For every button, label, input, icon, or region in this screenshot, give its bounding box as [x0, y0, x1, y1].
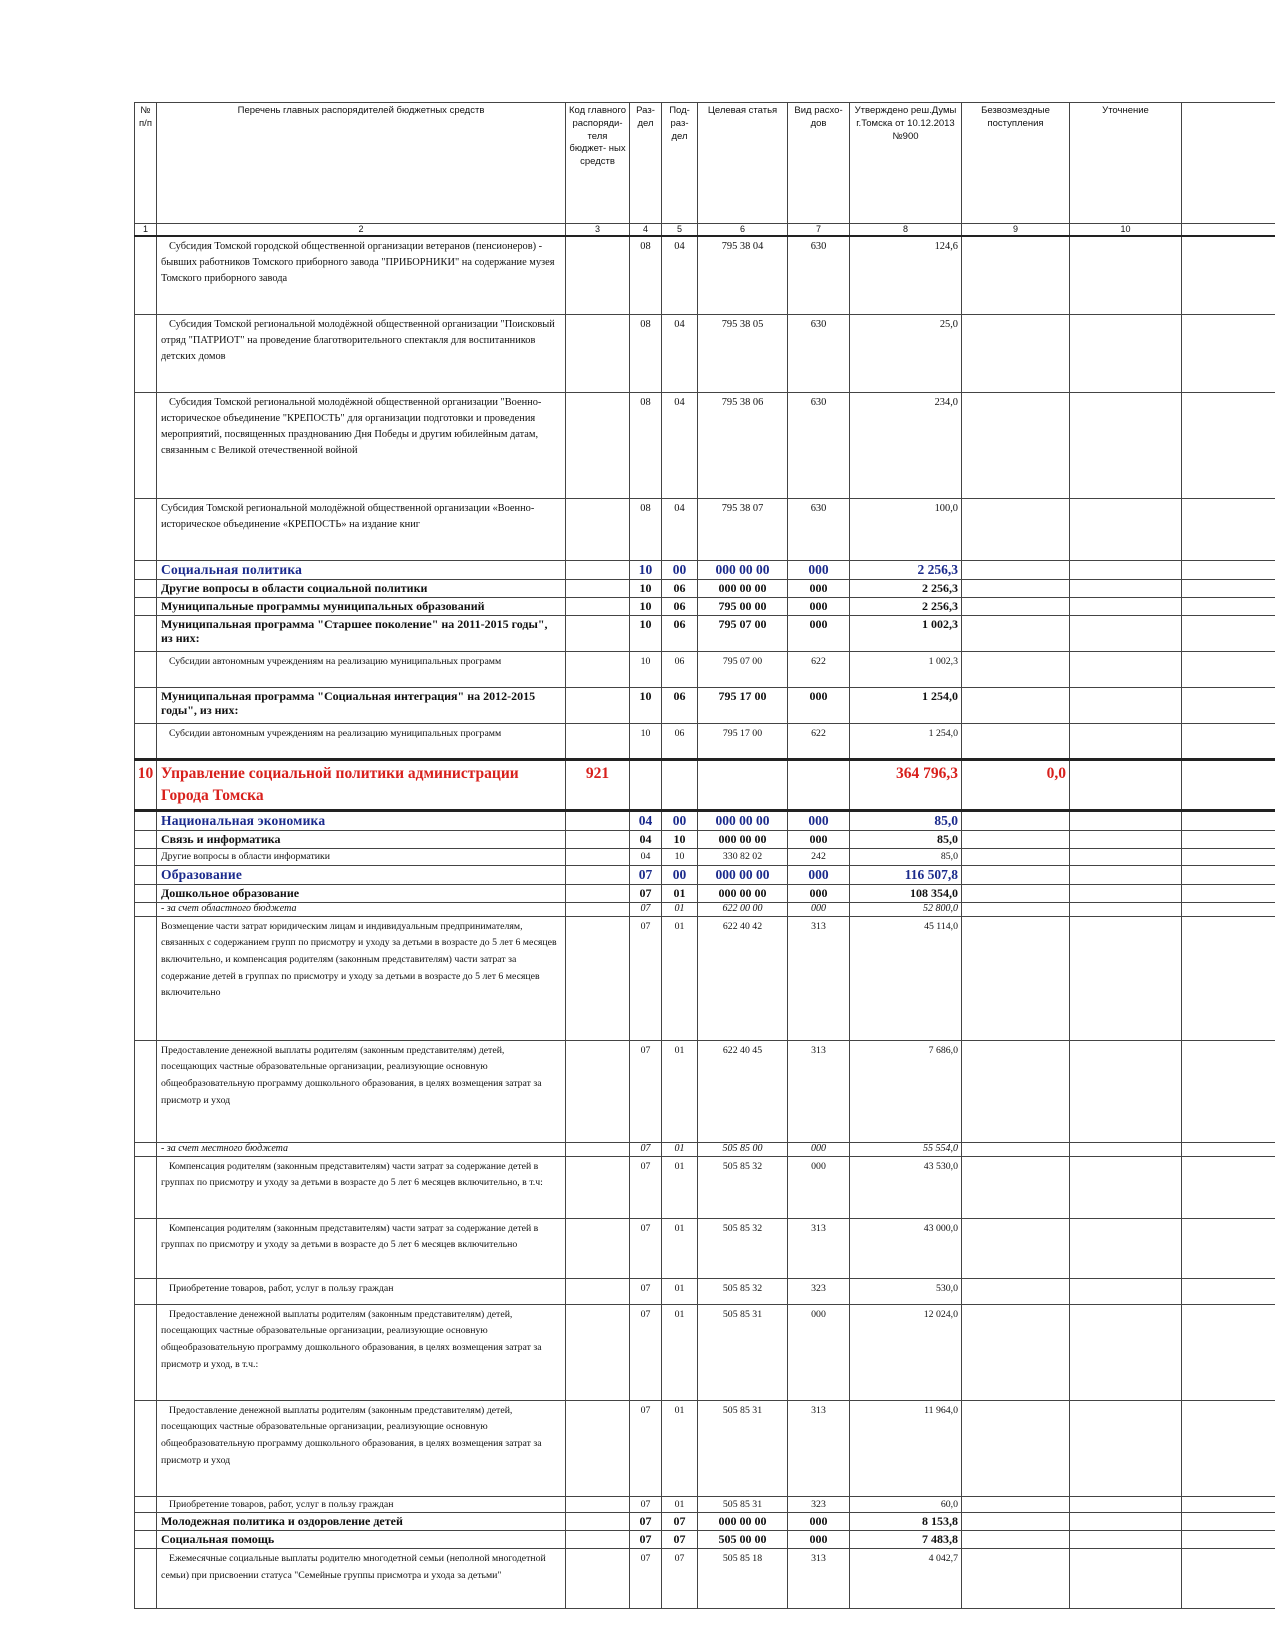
row-podrazdel: 01: [662, 902, 698, 916]
row-celevaya: 505 00 00: [698, 1531, 788, 1549]
row-celevaya: 330 82 02: [698, 848, 788, 865]
row-celevaya: 795 38 05: [698, 314, 788, 392]
row-vid: 000: [788, 902, 850, 916]
row-razdel: 04: [630, 811, 662, 831]
row-razdel: 07: [630, 1496, 662, 1513]
colnum: 5: [662, 224, 698, 237]
table-row: [135, 498, 1275, 560]
table-header-row: [135, 103, 1275, 224]
header-celevaya: Целевая статья: [698, 103, 788, 224]
row-celevaya: 000 00 00: [698, 830, 788, 848]
row-name: Образование: [157, 865, 566, 884]
table-row: [135, 1304, 1275, 1400]
row-code: 921: [566, 759, 630, 811]
row-celevaya: 505 85 32: [698, 1278, 788, 1304]
colnum: 10: [1070, 224, 1182, 237]
row-approved: 25,0: [850, 314, 962, 392]
row-name: Приобретение товаров, работ, услуг в пользу граждан: [157, 1496, 566, 1513]
header-extra: [1182, 103, 1275, 224]
row-vid: 630: [788, 392, 850, 498]
row-razdel: 07: [630, 916, 662, 1040]
row-name: Дошкольное образование: [157, 884, 566, 902]
row-vid: 622: [788, 723, 850, 759]
row-razdel: 07: [630, 884, 662, 902]
row-name: Национальная экономика: [157, 811, 566, 831]
table-row: [135, 1142, 1275, 1156]
row-vid: 000: [788, 884, 850, 902]
row-vid: 313: [788, 1040, 850, 1142]
row-approved: 85,0: [850, 830, 962, 848]
row-vid: 313: [788, 1218, 850, 1278]
table-row: [135, 687, 1275, 723]
row-razdel: 10: [630, 651, 662, 687]
colnum: 3: [566, 224, 630, 237]
row-podrazdel: 00: [662, 560, 698, 579]
colnum: [1182, 224, 1275, 237]
row-vid: 313: [788, 1549, 850, 1609]
table-row: [135, 597, 1275, 615]
row-approved: 85,0: [850, 848, 962, 865]
row-vid: 000: [788, 687, 850, 723]
row-vid: 000: [788, 1304, 850, 1400]
row-vid: 242: [788, 848, 850, 865]
row-approved: 124,6: [850, 236, 962, 314]
row-name: Муниципальная программа "Социальная интеграция" на 2012-2015 годы", из них:: [157, 687, 566, 723]
row-approved: 530,0: [850, 1278, 962, 1304]
row-vid: 323: [788, 1278, 850, 1304]
table-row-organization: [135, 759, 1275, 811]
table-row: [135, 884, 1275, 902]
row-name: Социальная помощь: [157, 1531, 566, 1549]
row-podrazdel: 01: [662, 1496, 698, 1513]
header-razdel: Раз- дел: [630, 103, 662, 224]
row-name: Молодежная политика и оздоровление детей: [157, 1513, 566, 1531]
row-podrazdel: 04: [662, 236, 698, 314]
row-podrazdel: 04: [662, 392, 698, 498]
row-razdel: 07: [630, 1400, 662, 1496]
table-row-section: [135, 560, 1275, 579]
row-celevaya: 795 00 00: [698, 597, 788, 615]
row-vid: 000: [788, 560, 850, 579]
row-podrazdel: 01: [662, 1218, 698, 1278]
row-approved: 43 530,0: [850, 1156, 962, 1218]
row-podrazdel: 06: [662, 651, 698, 687]
row-approved: 60,0: [850, 1496, 962, 1513]
row-podrazdel: 06: [662, 615, 698, 651]
row-celevaya: 622 00 00: [698, 902, 788, 916]
table-row: [135, 902, 1275, 916]
row-celevaya: 795 07 00: [698, 615, 788, 651]
row-name: Компенсация родителям (законным представителям) части затрат за содержание детей в группах по присмотру и уходу за детьми в возрасте до 5 лет 6 месяцев включительно, в т.ч:: [157, 1156, 566, 1218]
row-approved: 2 256,3: [850, 560, 962, 579]
header-approved: Утверждено реш.Думы г.Томска от 10.12.2013 №900: [850, 103, 962, 224]
row-podrazdel: 10: [662, 848, 698, 865]
row-celevaya: 795 38 04: [698, 236, 788, 314]
table-row: [135, 314, 1275, 392]
table-row: [135, 1156, 1275, 1218]
row-celevaya: 505 85 32: [698, 1218, 788, 1278]
table-row: [135, 1496, 1275, 1513]
row-approved: 55 554,0: [850, 1142, 962, 1156]
row-podrazdel: 06: [662, 579, 698, 597]
row-vid: 000: [788, 579, 850, 597]
row-approved: 52 800,0: [850, 902, 962, 916]
row-approved: 108 354,0: [850, 884, 962, 902]
row-name: Субсидия Томской региональной молодёжной общественной организации "Военно-историческое объединение "КРЕПОСТЬ" для организации подготовки и проведения мероприятий, посвященных празднованию Дня Победы и другим юбилейным датам, связанным с Великой отечественной войной: [157, 392, 566, 498]
row-approved: 100,0: [850, 498, 962, 560]
row-celevaya: 000 00 00: [698, 579, 788, 597]
row-approved: 364 796,3: [850, 759, 962, 811]
row-razdel: 07: [630, 1156, 662, 1218]
row-celevaya: 505 85 31: [698, 1304, 788, 1400]
table-row-section: [135, 811, 1275, 831]
row-celevaya: 000 00 00: [698, 865, 788, 884]
row-razdel: 10: [630, 560, 662, 579]
row-vid: 000: [788, 830, 850, 848]
row-podrazdel: 00: [662, 865, 698, 884]
table-row: [135, 1513, 1275, 1531]
row-approved: 7 686,0: [850, 1040, 962, 1142]
row-approved: 8 153,8: [850, 1513, 962, 1531]
colnum: 9: [962, 224, 1070, 237]
row-name: Муниципальные программы муниципальных образований: [157, 597, 566, 615]
header-code: Код главного распоряди- теля бюджет- ных средств: [566, 103, 630, 224]
table-row: [135, 723, 1275, 759]
row-podrazdel: 01: [662, 1142, 698, 1156]
row-podrazdel: 01: [662, 1278, 698, 1304]
row-celevaya: 505 85 31: [698, 1400, 788, 1496]
row-name: Субсидии автономным учреждениям на реализацию муниципальных программ: [157, 723, 566, 759]
row-razdel: 08: [630, 314, 662, 392]
row-name: Компенсация родителям (законным представителям) части затрат за содержание детей в группах по присмотру и уходу за детьми в возрасте до 5 лет 6 месяцев включительно: [157, 1218, 566, 1278]
row-celevaya: 000 00 00: [698, 811, 788, 831]
row-razdel: 07: [630, 902, 662, 916]
row-razdel: 10: [630, 615, 662, 651]
row-vid: 630: [788, 314, 850, 392]
row-name: Субсидия Томской региональной молодёжной общественной организации «Военно-историческое объединение «КРЕПОСТЬ» на издание книг: [157, 498, 566, 560]
row-podrazdel: 06: [662, 687, 698, 723]
row-podrazdel: 01: [662, 1156, 698, 1218]
table-row: [135, 830, 1275, 848]
row-razdel: 07: [630, 865, 662, 884]
row-name: Возмещение части затрат юридическим лицам и индивидуальным предпринимателям, связанных с содержанием групп по присмотру и уходу за детьми в возрасте до 5 лет 6 месяцев включительно, и компенсация родителям (законным представителям) части затрат за содержание детей в группах по присмотру и уходу за детьми в возрасте до 5 лет 6 месяцев включительно: [157, 916, 566, 1040]
row-razdel: 07: [630, 1142, 662, 1156]
row-approved: 234,0: [850, 392, 962, 498]
row-name: Социальная политика: [157, 560, 566, 579]
table-row: [135, 651, 1275, 687]
colnum: 8: [850, 224, 962, 237]
table-row: [135, 579, 1275, 597]
column-number-row: [135, 224, 1275, 237]
row-celevaya: 505 85 18: [698, 1549, 788, 1609]
row-podrazdel: 06: [662, 723, 698, 759]
row-razdel: 08: [630, 236, 662, 314]
row-name: Субсидия Томской городской общественной организации ветеранов (пенсионеров) - бывших работников Томского приборного завода "ПРИБОРНИКИ" на содержание музея Томского приборного завода: [157, 236, 566, 314]
row-celevaya: 505 85 32: [698, 1156, 788, 1218]
row-celevaya: 795 07 00: [698, 651, 788, 687]
row-podrazdel: 04: [662, 314, 698, 392]
row-celevaya: 505 85 31: [698, 1496, 788, 1513]
row-podrazdel: 01: [662, 884, 698, 902]
row-name: Предоставление денежной выплаты родителям (законным представителям) детей, посещающих частные образовательные организации, реализующие основную общеобразовательную программу дошкольного образования, в целях возмещения затрат за присмотр и уход, в т.ч.:: [157, 1304, 566, 1400]
row-vid: 622: [788, 651, 850, 687]
row-celevaya: 795 17 00: [698, 723, 788, 759]
row-razdel: 07: [630, 1531, 662, 1549]
row-podrazdel: 07: [662, 1513, 698, 1531]
row-approved: 116 507,8: [850, 865, 962, 884]
row-podrazdel: 01: [662, 1040, 698, 1142]
row-celevaya: 505 85 00: [698, 1142, 788, 1156]
table-row: [135, 1549, 1275, 1609]
row-razdel: 07: [630, 1549, 662, 1609]
row-podrazdel: 06: [662, 597, 698, 615]
row-vid: 313: [788, 1400, 850, 1496]
row-celevaya: 000 00 00: [698, 560, 788, 579]
table-row: [135, 1400, 1275, 1496]
row-vid: 000: [788, 615, 850, 651]
table-row: [135, 236, 1275, 314]
row-celevaya: 795 38 07: [698, 498, 788, 560]
row-vid: 323: [788, 1496, 850, 1513]
table-row: [135, 1218, 1275, 1278]
colnum: 6: [698, 224, 788, 237]
row-approved: 11 964,0: [850, 1400, 962, 1496]
row-razdel: 07: [630, 1304, 662, 1400]
row-approved: 1 002,3: [850, 615, 962, 651]
row-name: Субсидия Томской региональной молодёжной общественной организации "Поисковый отряд "ПАТРИОТ" на проведение благотворительного спектакля для воспитанников детских домов: [157, 314, 566, 392]
row-name: - за счет местного бюджета: [157, 1142, 566, 1156]
row-name: Приобретение товаров, работ, услуг в пользу граждан: [157, 1278, 566, 1304]
row-podrazdel: 01: [662, 1400, 698, 1496]
table-row: [135, 1040, 1275, 1142]
row-approved: 43 000,0: [850, 1218, 962, 1278]
row-name: Другие вопросы в области социальной политики: [157, 579, 566, 597]
row-vid: 000: [788, 1513, 850, 1531]
row-razdel: 07: [630, 1278, 662, 1304]
row-podrazdel: 01: [662, 916, 698, 1040]
row-name: Субсидии автономным учреждениям на реализацию муниципальных программ: [157, 651, 566, 687]
row-approved: 45 114,0: [850, 916, 962, 1040]
row-approved: 4 042,7: [850, 1549, 962, 1609]
row-approved: 12 024,0: [850, 1304, 962, 1400]
row-celevaya: 795 17 00: [698, 687, 788, 723]
row-razdel: 07: [630, 1040, 662, 1142]
row-approved: 85,0: [850, 811, 962, 831]
row-podrazdel: 01: [662, 1304, 698, 1400]
row-razdel: 08: [630, 498, 662, 560]
row-razdel: 08: [630, 392, 662, 498]
table-row: [135, 615, 1275, 651]
row-grants: 0,0: [962, 759, 1070, 811]
row-number: 10: [135, 759, 157, 811]
header-grants: Безвозмездные поступления: [962, 103, 1070, 224]
table-row-section: [135, 865, 1275, 884]
row-podrazdel: 04: [662, 498, 698, 560]
header-refinement: Уточнение: [1070, 103, 1182, 224]
row-name: Муниципальная программа "Старшее поколение" на 2011-2015 годы", из них:: [157, 615, 566, 651]
row-name: Управление социальной политики администрации Города Томска: [157, 759, 566, 811]
row-vid: 630: [788, 236, 850, 314]
row-approved: 2 256,3: [850, 579, 962, 597]
row-vid: 000: [788, 1156, 850, 1218]
header-podrazdel: Под- раз- дел: [662, 103, 698, 224]
table-row: [135, 1531, 1275, 1549]
row-razdel: 07: [630, 1218, 662, 1278]
table-row: [135, 1278, 1275, 1304]
row-name: Ежемесячные социальные выплаты родителю многодетной семьи (неполной многодетной семьи) при присвоении статуса "Семейные группы присмотра и ухода за детьми": [157, 1549, 566, 1609]
colnum: 2: [157, 224, 566, 237]
row-approved: 1 254,0: [850, 687, 962, 723]
budget-table: [134, 102, 1275, 1609]
row-name: Предоставление денежной выплаты родителям (законным представителям) детей, посещающих частные образовательные организации, реализующие основную общеобразовательную программу дошкольного образования, в целях возмещения затрат за присмотр и уход: [157, 1400, 566, 1496]
row-podrazdel: 00: [662, 811, 698, 831]
row-razdel: 10: [630, 687, 662, 723]
row-podrazdel: 10: [662, 830, 698, 848]
row-approved: 1 002,3: [850, 651, 962, 687]
table-row: [135, 848, 1275, 865]
row-celevaya: 000 00 00: [698, 884, 788, 902]
row-vid: 000: [788, 1142, 850, 1156]
row-razdel: 04: [630, 848, 662, 865]
row-vid: 000: [788, 865, 850, 884]
row-razdel: 04: [630, 830, 662, 848]
header-vid: Вид расхо- дов: [788, 103, 850, 224]
header-num: № п/п: [135, 103, 157, 224]
row-celevaya: 622 40 42: [698, 916, 788, 1040]
table-row: [135, 392, 1275, 498]
row-name: Предоставление денежной выплаты родителям (законным представителям) детей, посещающих частные образовательные организации, реализующие основную общеобразовательную программу дошкольного образования, в целях возмещения затрат за присмотр и уход: [157, 1040, 566, 1142]
row-name: - за счет областного бюджета: [157, 902, 566, 916]
row-vid: 313: [788, 916, 850, 1040]
row-name: Связь и информатика: [157, 830, 566, 848]
row-approved: 7 483,8: [850, 1531, 962, 1549]
colnum: 4: [630, 224, 662, 237]
row-name: Другие вопросы в области информатики: [157, 848, 566, 865]
row-razdel: 10: [630, 597, 662, 615]
row-razdel: 10: [630, 723, 662, 759]
colnum: 1: [135, 224, 157, 237]
row-vid: 000: [788, 597, 850, 615]
header-name: Перечень главных распорядителей бюджетных средств: [157, 103, 566, 224]
colnum: 7: [788, 224, 850, 237]
row-vid: 000: [788, 811, 850, 831]
row-celevaya: 795 38 06: [698, 392, 788, 498]
row-approved: 2 256,3: [850, 597, 962, 615]
row-celevaya: 622 40 45: [698, 1040, 788, 1142]
row-approved: 1 254,0: [850, 723, 962, 759]
row-podrazdel: 07: [662, 1531, 698, 1549]
budget-table-sheet: [134, 102, 1275, 1650]
row-vid: 000: [788, 1531, 850, 1549]
row-razdel: 07: [630, 1513, 662, 1531]
row-podrazdel: 07: [662, 1549, 698, 1609]
table-row: [135, 916, 1275, 1040]
row-celevaya: 000 00 00: [698, 1513, 788, 1531]
row-razdel: 10: [630, 579, 662, 597]
row-vid: 630: [788, 498, 850, 560]
